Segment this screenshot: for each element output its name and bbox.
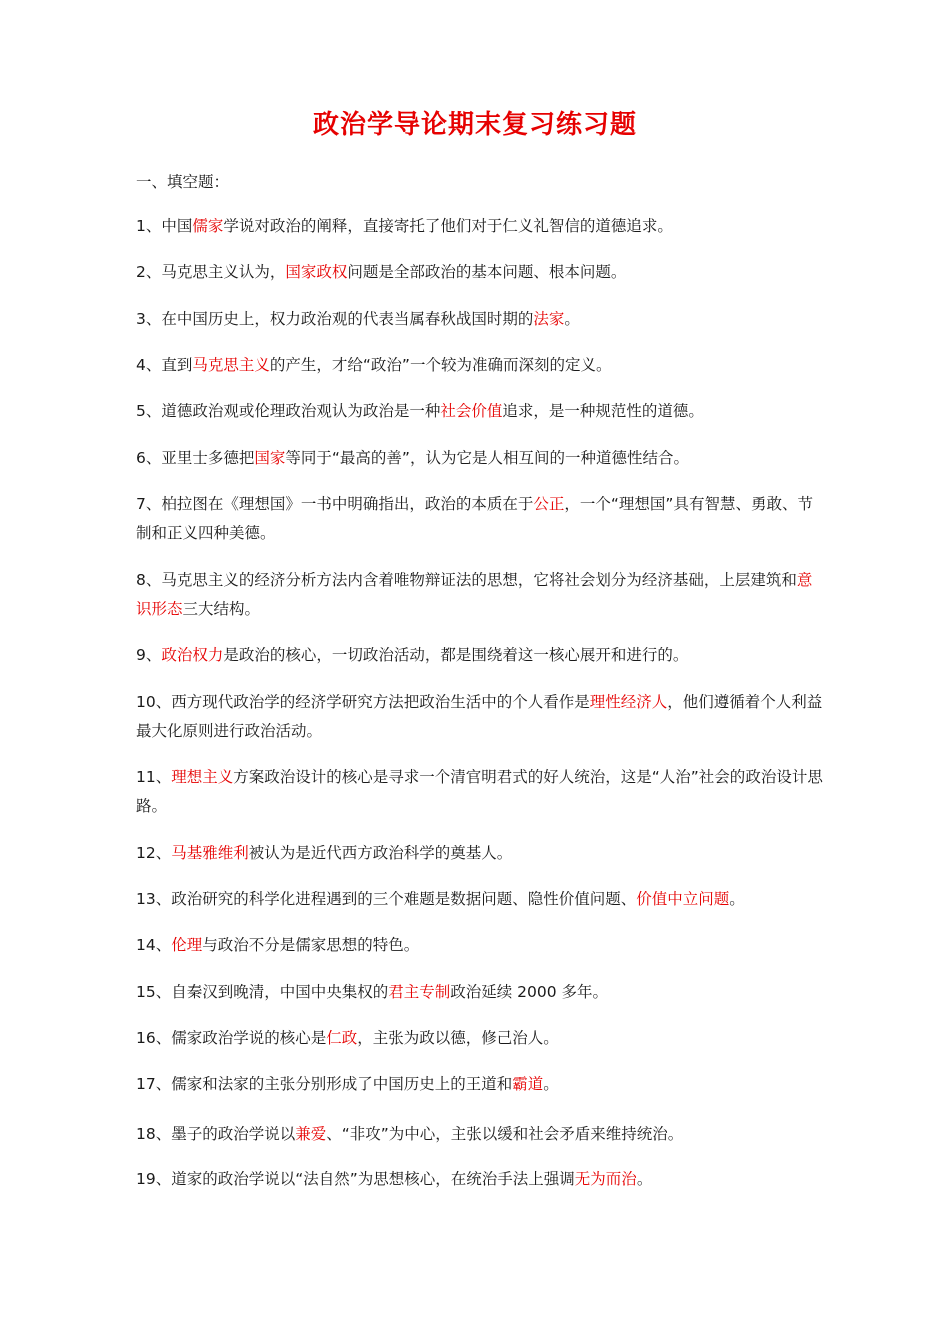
answer-text: 社会价值 (440, 402, 503, 420)
answer-text: 价值中立问题 (636, 890, 730, 908)
question-text: 问题是全部政治的基本问题、根本问题。 (347, 263, 627, 281)
answer-text: 理性经济人 (589, 693, 668, 711)
question-9 (136, 641, 826, 670)
question-text: 。 (543, 1075, 559, 1093)
question-text: 、“非攻”为中心，主张以缓和社会矛盾来维持统治。 (326, 1125, 684, 1143)
question-text: 。 (564, 310, 580, 328)
question-text: 8、马克思主义的经济分析方法内含着唯物辩证法的思想，它将社会划分为经济基础，上层建筑和 (136, 571, 797, 589)
question-text: 学说对政治的阐释，直接寄托了他们对于仁义礼智信的道德追求。 (223, 217, 673, 235)
question-text: 5、道德政治观或伦理政治观认为政治是一种 (136, 402, 441, 420)
document-title: 政治学导论期末复习练习题 (312, 110, 637, 140)
question-text: 被认为是近代西方政治科学的奠基人。 (248, 844, 513, 862)
question-text: 12、 (136, 844, 172, 862)
question-5 (136, 397, 826, 426)
question-7 (136, 490, 826, 548)
question-text: 是政治的核心，一切政治活动，都是围绕着这一核心展开和进行的。 (223, 646, 689, 664)
question-text: ，主张为政以德，修己治人。 (357, 1029, 559, 1047)
question-text: 1、中国 (136, 217, 193, 235)
answer-text: 儒家 (192, 217, 224, 235)
question-text: 10、西方现代政治学的经济学研究方法把政治生活中的个人看作是 (136, 693, 590, 711)
question-text: 17、儒家和法家的主张分别形成了中国历史上的王道和 (136, 1075, 513, 1093)
question-text: 与政治不分是儒家思想的特色。 (202, 936, 420, 954)
question-15 (136, 978, 826, 1007)
question-text: ，一个“理想国”具有智慧、勇敢、节制和正义四种美德。 (136, 495, 813, 542)
question-13 (136, 885, 826, 914)
question-text: 9、 (136, 646, 162, 664)
answer-text: 兼爱 (295, 1125, 327, 1143)
question-text: 18、墨子的政治学说以 (136, 1125, 296, 1143)
answer-text: 马克思主义 (192, 356, 270, 374)
question-14 (136, 931, 826, 960)
question-text: 14、 (136, 936, 172, 954)
question-text: 2、马克思主义认为， (136, 263, 286, 281)
answer-text: 理想主义 (171, 768, 234, 786)
question-12 (136, 839, 826, 868)
answer-text: 法家 (533, 310, 565, 328)
question-19 (136, 1165, 826, 1194)
answer-text: 伦理 (171, 936, 203, 954)
question-3 (136, 305, 826, 334)
question-text: ，他们遵循着个人利益最大化原则进行政治活动。 (136, 693, 823, 740)
section-heading: 一、填空题： (136, 173, 230, 191)
question-text: 三大结构。 (182, 600, 261, 618)
answer-text: 马基雅维利 (171, 844, 249, 862)
question-11 (136, 763, 826, 821)
question-text: 11、 (136, 768, 172, 786)
answer-text: 君主专制 (388, 983, 451, 1001)
question-16 (136, 1024, 826, 1053)
answer-text: 霸道 (512, 1075, 544, 1093)
answer-text: 国家政权 (285, 263, 348, 281)
answer-text: 无为而治 (574, 1170, 637, 1188)
answer-text: 意识形态 (136, 571, 813, 618)
question-text: 4、直到 (136, 356, 193, 374)
question-8 (136, 566, 826, 624)
question-text: 19、道家的政治学说以“法自然”为思想核心，在统治手法上强调 (136, 1170, 575, 1188)
answer-text: 国家 (254, 449, 286, 467)
question-text: 13、政治研究的科学化进程遇到的三个难题是数据问题、隐性价值问题、 (136, 890, 637, 908)
question-text: 6、亚里士多德把 (136, 449, 255, 467)
question-text: 政治延续 2000 多年。 (450, 983, 609, 1001)
question-17 (136, 1070, 826, 1099)
question-text: 7、柏拉图在《理想国》一书中明确指出，政治的本质在于 (136, 495, 534, 513)
question-text: 。 (729, 890, 745, 908)
question-text: 。 (636, 1170, 653, 1188)
question-1 (136, 212, 826, 241)
question-text: 15、自秦汉到晚清，中国中央集权的 (136, 983, 389, 1001)
question-2 (136, 258, 826, 287)
answer-text: 政治权力 (161, 646, 224, 664)
question-10 (136, 688, 826, 746)
question-text: 方案政治设计的核心是寻求一个清官明君式的好人统治，这是“人治”社会的政治设计思路。 (136, 768, 823, 815)
question-text: 3、在中国历史上，权力政治观的代表当属春秋战国时期的 (136, 310, 534, 328)
question-4 (136, 351, 826, 380)
answer-text: 仁政 (326, 1029, 358, 1047)
question-text: 的产生，才给“政治”一个较为准确而深刻的定义。 (269, 356, 612, 374)
question-text: 16、儒家政治学说的核心是 (136, 1029, 327, 1047)
question-text: 追求，是一种规范性的道德。 (502, 402, 704, 420)
question-text: 等同于“最高的善”，认为它是人相互间的一种道德性结合。 (285, 449, 689, 467)
question-18 (136, 1120, 826, 1149)
answer-text: 公正 (533, 495, 565, 513)
question-6 (136, 444, 826, 473)
